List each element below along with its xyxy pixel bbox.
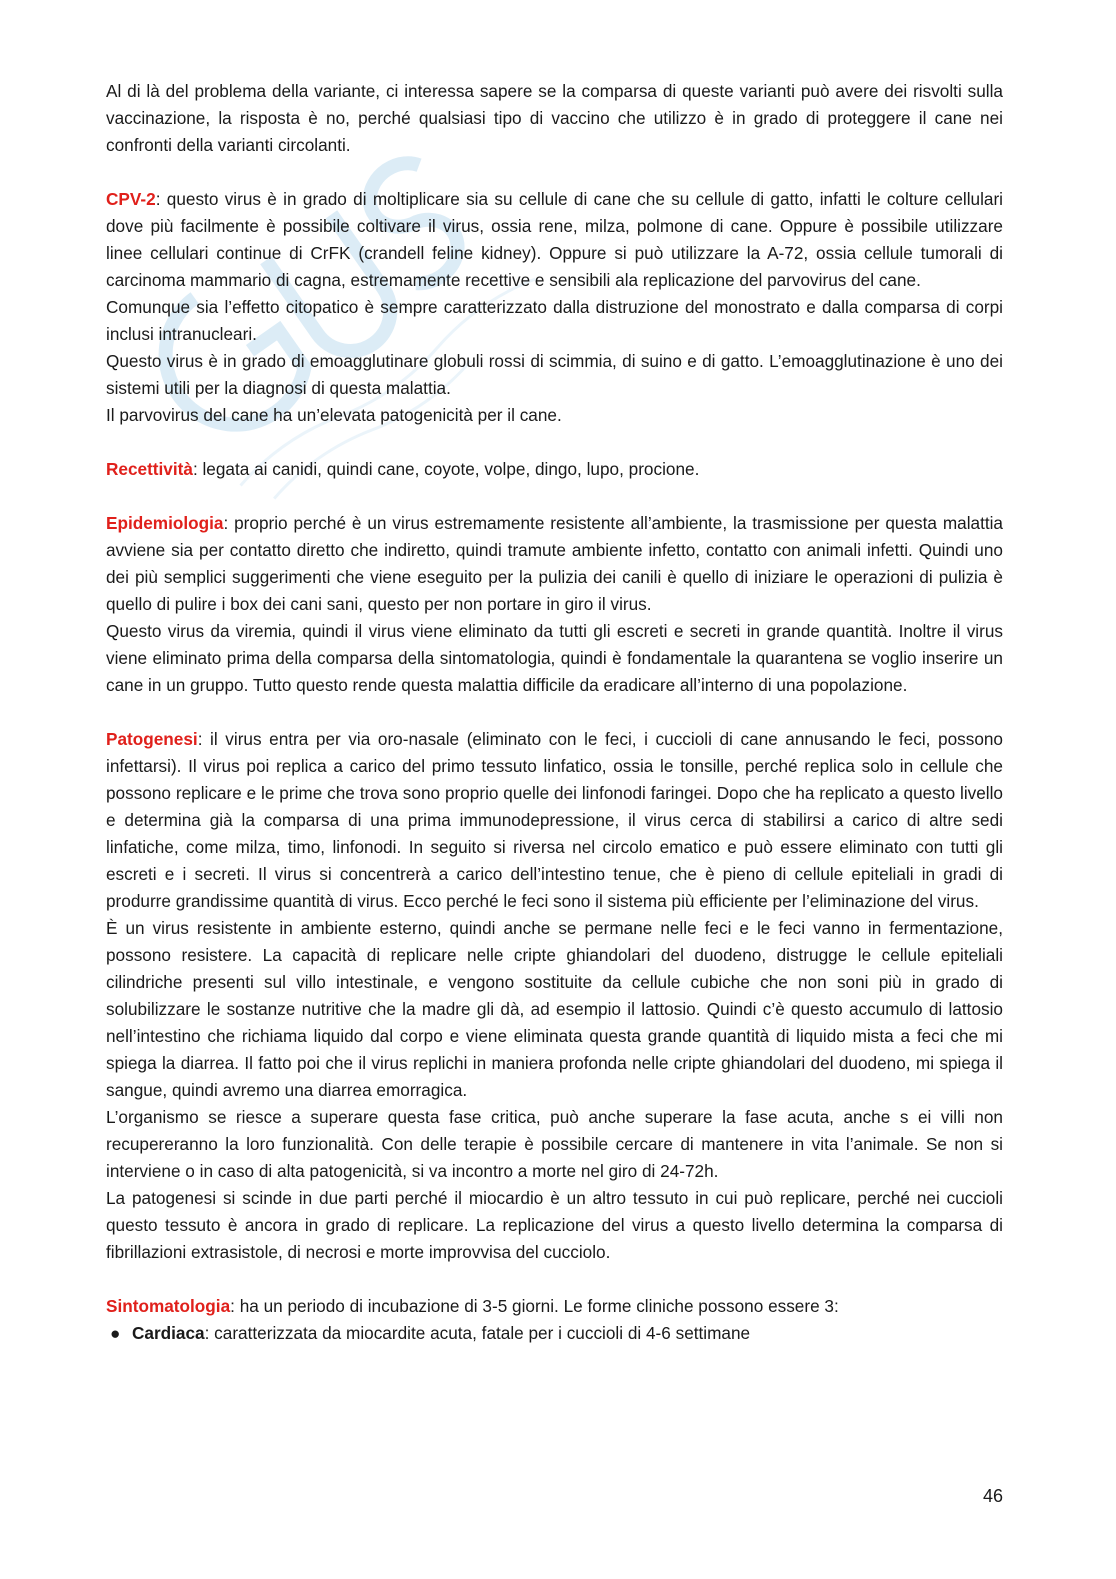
paragraph-recettivita [106, 456, 1003, 483]
list-item-label: Cardiaca [132, 1323, 205, 1343]
paragraph-cpv2-patogenicita: Il parvovirus del cane ha un’elevata patogenicità per il cane. [106, 405, 562, 425]
paragraph-epidemiologia [106, 510, 1003, 618]
paragraph-intro: Al di là del problema della variante, ci interessa sapere se la comparsa di queste varianti può avere dei risvolti sulla vaccinazione, la risposta è no, perché qualsiasi tipo di vaccino che utilizzo è in grado di proteggere il cane nei confronti della varianti circolanti. [106, 81, 1003, 155]
keyword-recettivita: Recettività [106, 459, 193, 479]
patogenesi-text: : il virus entra per via oro-nasale (eliminato con le feci, i cuccioli di cane annusando le feci, possono infettarsi). Il virus poi replica a carico del primo tessuto linfatico, ossia le tonsille, perché replica solo in cellule che possono replicare e le prime che trova sono proprio quelle dei linfonodi faringei. Dopo che ha replicato a questo livello e determina già la comparsa di una prima immunodepressione, il virus cerca di stabilirsi a carico di altre sedi linfatiche, come milza, timo, linfonodi. In seguito si riversa nel circolo ematico e può essere eliminato con tutti gli escreti e i secreti. Il virus si concentrerà a carico dell’intestino tenue, che è pieno di cellule epiteliali in gradi di produrre grandissime quantità di virus. Ecco perché le feci sono il sistema più efficiente per l’eliminazione del virus. [106, 729, 1003, 911]
keyword-patogenesi: Patogenesi [106, 729, 198, 749]
paragraph-sintomatologia [106, 1293, 1003, 1320]
keyword-sintomatologia: Sintomatologia [106, 1296, 231, 1316]
list-item [106, 1320, 1003, 1347]
recettivita-text: : legata ai canidi, quindi cane, coyote, volpe, dingo, lupo, procione. [192, 459, 700, 479]
paragraph-gap [106, 483, 1003, 510]
paragraph-cpv2-emoagglutinazione: Questo virus è in grado di emoagglutinare globuli rossi di scimmia, di suino e di gatto. L’emoagglutinazione è uno dei sistemi utili per la diagnosi di questa malattia. [106, 351, 1003, 398]
paragraph-gap [106, 699, 1003, 726]
paragraph-patogenesi-miocardio: La patogenesi si scinde in due parti perché il miocardio è un altro tessuto in cui può replicare, perché nei cuccioli questo tessuto è ancora in grado di replicare. La replicazione del virus a questo livello determina la comparsa di fibrillazioni extrasistole, di necrosi e morte improvvisa del cucciolo. [106, 1188, 1003, 1262]
paragraph-patogenesi [106, 726, 1003, 915]
sintomatologia-list [106, 1320, 1003, 1347]
paragraph-gap [106, 1266, 1003, 1293]
paragraph-cpv2 [106, 186, 1003, 294]
paragraph-patogenesi-organismo: L’organismo se riesce a superare questa fase critica, può anche superare la fase acuta, anche s ei villi non recupereranno la loro funzionalità. Con delle terapie è possibile cercare di mantenere in vita l’animale. Se non si interviene o in caso di alta patogenicità, si va incontro a morte nel giro di 24-72h. [106, 1107, 1003, 1181]
bullet-icon: ● [110, 1323, 121, 1343]
keyword-epidemiologia: Epidemiologia [106, 513, 224, 533]
paragraph-patogenesi-resistenza: È un virus resistente in ambiente esterno, quindi anche se permane nelle feci e le feci vanno in fermentazione, possono resistere. La capacità di replicare nelle cripte ghiandolari del duodeno, distrugge le cellule epiteliali cilindriche presenti sul villo intestinale, e vengono sostituite da cellule cubiche che non soni più in grado di solubilizzare le sostanze nutritive che la madre gli dà, ad esempio il lattosio. Quindi c’è questo accumulo di lattosio nell’intestino che richiama liquido dal corpo e viene eliminata questa grande quantità di liquido mista a feci che mi spiega la diarrea. Il fatto poi che il virus replichi in maniera profonda nelle cripte ghiandolari del duodeno, mi spiega il sangue, quindi avremo una diarrea emorragica. [106, 918, 1003, 1100]
epidemiologia-text: : proprio perché è un virus estremamente resistente all’ambiente, la trasmissione per questa malattia avviene sia per contatto diretto che indiretto, quindi tramute ambiente infetto, contatto con animali infetti. Quindi uno dei più semplici suggerimenti che viene eseguito per la pulizia dei canili è quello di iniziare le operazioni di pulizia è quello di pulire i box dei cani sani, questo per non portare in giro il virus. [106, 513, 1003, 614]
list-item-text: : caratterizzata da miocardite acuta, fatale per i cuccioli di 4-6 settimane [204, 1323, 751, 1343]
page-number: 46 [982, 1486, 1003, 1506]
keyword-cpv2: CPV-2 [106, 189, 156, 209]
paragraph-cpv2-effetto: Comunque sia l’effetto citopatico è sempre caratterizzato dalla distruzione del monostrato e dalla comparsa di corpi inclusi intranucleari. [106, 297, 1003, 344]
paragraph-gap [106, 159, 1003, 186]
cpv2-text: : questo virus è in grado di moltiplicare sia su cellule di cane che su cellule di gatto, infatti le colture cellulari dove più facilmente è possibile coltivare il virus, ossia rene, milza, polmone di cane. Oppure è possibile utilizzare linee cellulari continue di CrFK (crandell feline kidney). Oppure si può utilizzare la A-72, ossia cellule tumorali di carcinoma mammario di cagna, estremamente recettive e sensibili ala replicazione del parvovirus del cane. [106, 189, 1003, 290]
document-page [106, 78, 1003, 1347]
paragraph-gap [106, 429, 1003, 456]
paragraph-epidemiologia-viremia: Questo virus da viremia, quindi il virus viene eliminato da tutti gli escreti e secreti in grande quantità. Inoltre il virus viene eliminato prima della comparsa della sintomatologia, quindi è fondamentale la quarantena se voglio inserire un cane in un gruppo. Tutto questo rende questa malattia difficile da eradicare all’interno di una popolazione. [106, 621, 1003, 695]
sintomatologia-text: : ha un periodo di incubazione di 3-5 giorni. Le forme cliniche possono essere 3: [230, 1296, 839, 1316]
